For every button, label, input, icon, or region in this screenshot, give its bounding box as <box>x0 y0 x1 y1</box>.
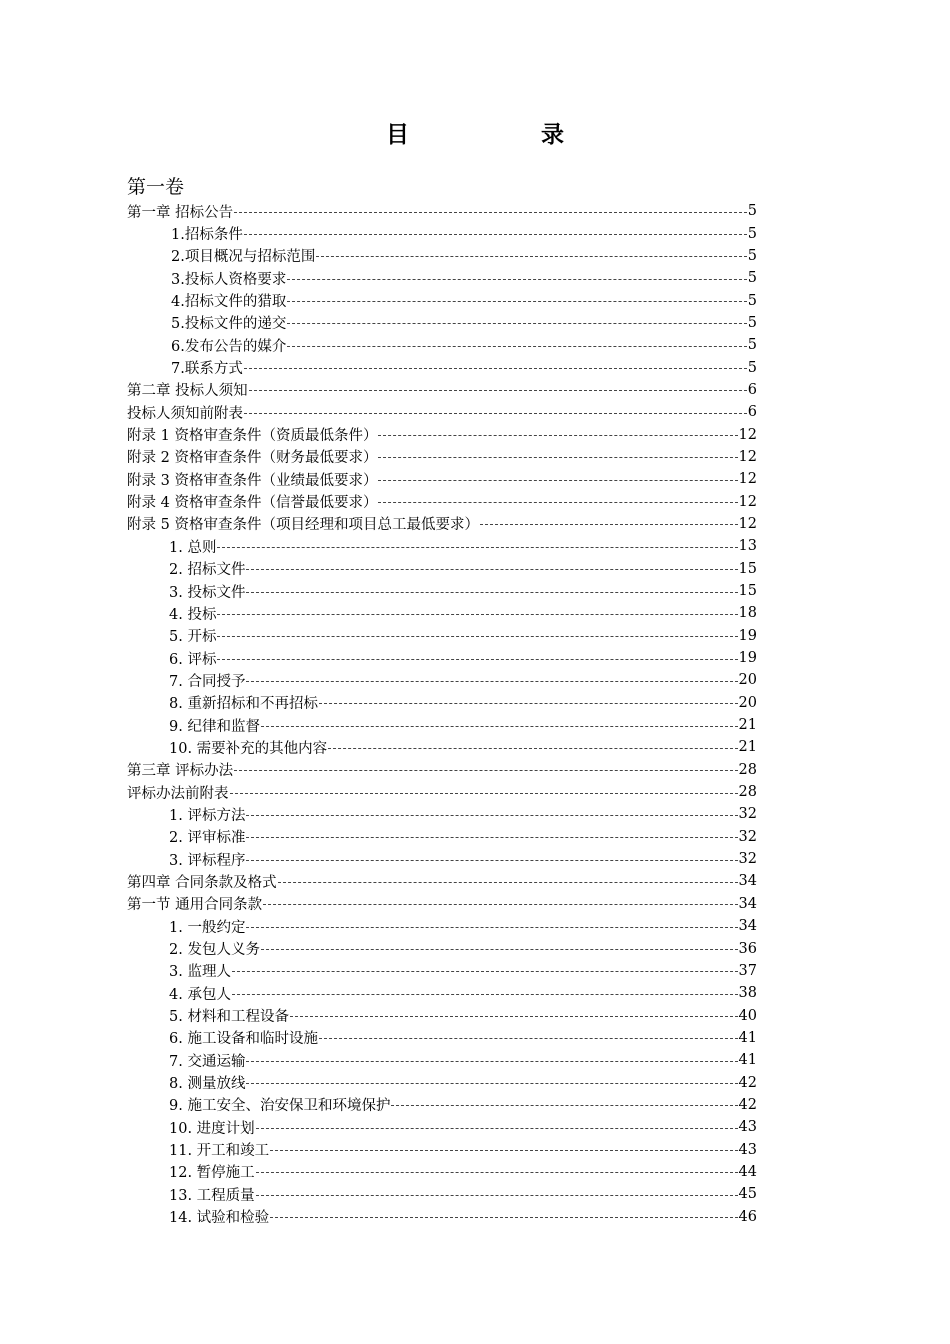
toc-entry[interactable] <box>127 736 757 758</box>
dotted-leader <box>256 1195 738 1196</box>
toc-entry[interactable] <box>127 1071 757 1093</box>
toc-entry-label: 第一章 招标公告 <box>127 204 234 221</box>
toc-entry-page-number: 34 <box>738 873 757 890</box>
toc-entry[interactable] <box>127 982 757 1004</box>
toc-entry[interactable] <box>127 1027 757 1049</box>
toc-entry[interactable] <box>127 1183 757 1205</box>
toc-entry-page-number: 41 <box>738 1029 757 1046</box>
toc-entry[interactable] <box>127 200 757 222</box>
toc-entry[interactable] <box>127 1116 757 1138</box>
dotted-leader <box>246 1083 737 1084</box>
toc-entry-page-number: 20 <box>738 694 757 711</box>
dotted-leader <box>290 1016 738 1017</box>
toc-entry-label: 9. 纪律和监督 <box>169 718 260 735</box>
toc-entry-page-number: 5 <box>747 247 757 264</box>
toc-entry[interactable] <box>127 535 757 557</box>
dotted-leader <box>256 1172 738 1173</box>
toc-entry[interactable] <box>127 669 757 691</box>
toc-entry-page-number: 5 <box>747 314 757 331</box>
toc-entry-page-number: 28 <box>738 761 757 778</box>
toc-entry-page-number: 42 <box>738 1074 757 1091</box>
dotted-leader <box>270 1217 737 1218</box>
dotted-leader <box>270 1150 737 1151</box>
toc-entry-label: 9. 施工安全、治安保卫和环境保护 <box>169 1098 391 1115</box>
toc-entry-page-number: 20 <box>738 672 757 689</box>
dotted-leader <box>234 770 737 771</box>
toc-entry-label: 5. 开标 <box>169 629 217 646</box>
toc-entry-page-number: 38 <box>738 985 757 1002</box>
toc-entry-page-number: 5 <box>747 270 757 287</box>
dotted-leader <box>232 971 738 972</box>
toc-entry-label: 12. 暂停施工 <box>169 1165 255 1182</box>
toc-entry-label: 2.项目概况与招标范围 <box>171 249 316 266</box>
toc-entry-page-number: 45 <box>738 1186 757 1203</box>
toc-entry-label: 2. 招标文件 <box>169 562 246 579</box>
dotted-leader <box>249 390 747 391</box>
dotted-leader <box>244 234 747 235</box>
toc-entry-label: 13. 工程质量 <box>169 1187 255 1204</box>
dotted-leader <box>263 904 737 905</box>
toc-entry-label: 10. 需要补充的其他内容 <box>169 740 328 757</box>
toc-entry-page-number: 21 <box>738 717 757 734</box>
toc-entry[interactable] <box>127 222 757 244</box>
toc-entry-label: 投标人须知前附表 <box>127 405 243 422</box>
toc-entry[interactable] <box>127 468 757 490</box>
dotted-leader <box>278 882 738 883</box>
dotted-leader <box>217 614 737 615</box>
toc-entry[interactable] <box>127 937 757 959</box>
toc-entry-label: 1.招标条件 <box>171 227 243 244</box>
toc-entry[interactable] <box>127 915 757 937</box>
toc-entry-label: 附录 1 资格审查条件（资质最低条件） <box>127 428 378 445</box>
toc-entry-label: 2. 评审标准 <box>169 830 246 847</box>
toc-entry-label: 1. 总则 <box>169 539 217 556</box>
dotted-leader <box>319 703 738 704</box>
toc-entry[interactable] <box>127 1004 757 1026</box>
toc-entry-page-number: 34 <box>738 918 757 935</box>
toc-entry-label: 附录 4 资格审查条件（信誉最低要求） <box>127 495 378 512</box>
toc-entry[interactable] <box>127 647 757 669</box>
dotted-leader <box>244 413 747 414</box>
toc-entry-page-number: 19 <box>738 627 757 644</box>
dotted-leader <box>246 592 737 593</box>
toc-entry[interactable] <box>127 803 757 825</box>
toc-entry[interactable] <box>127 602 757 624</box>
dotted-leader <box>378 457 737 458</box>
toc-entry-label: 8. 重新招标和不再招标 <box>169 696 318 713</box>
toc-entry-label: 3.投标人资格要求 <box>171 271 287 288</box>
toc-entry-label: 8. 测量放线 <box>169 1076 246 1093</box>
toc-entry-page-number: 32 <box>738 828 757 845</box>
toc-entry-page-number: 5 <box>747 203 757 220</box>
toc-entry-page-number: 19 <box>738 650 757 667</box>
toc-entry-page-number: 41 <box>738 1052 757 1069</box>
toc-entry[interactable] <box>127 893 757 915</box>
dotted-leader <box>261 726 738 727</box>
toc-entry-label: 14. 试验和检验 <box>169 1210 270 1227</box>
toc-entry-page-number: 36 <box>738 940 757 957</box>
toc-entry-label: 3. 评标程序 <box>169 852 246 869</box>
toc-entry[interactable] <box>127 1205 757 1227</box>
toc-entry-label: 2. 发包人义务 <box>169 942 260 959</box>
toc-entry-label: 6. 评标 <box>169 651 217 668</box>
toc-entry-page-number: 46 <box>738 1208 757 1225</box>
toc-entry-label: 6. 施工设备和临时设施 <box>169 1031 318 1048</box>
toc-entry-label: 附录 3 资格审查条件（业绩最低要求） <box>127 472 378 489</box>
toc-entry[interactable] <box>127 490 757 512</box>
toc-entry-label: 第二章 投标人须知 <box>127 383 248 400</box>
toc-entry-page-number: 43 <box>738 1119 757 1136</box>
toc-entry-page-number: 18 <box>738 605 757 622</box>
dotted-leader <box>246 1061 737 1062</box>
dotted-leader <box>287 279 746 280</box>
toc-entry-label: 11. 开工和竣工 <box>169 1143 270 1160</box>
volume-heading: 第一卷 <box>127 176 185 198</box>
toc-entry[interactable] <box>127 1094 757 1116</box>
dotted-leader <box>246 927 737 928</box>
toc-entry[interactable] <box>127 356 757 378</box>
toc-entry-page-number: 21 <box>738 739 757 756</box>
toc-entry[interactable] <box>127 759 757 781</box>
toc-entry-label: 7.联系方式 <box>171 361 243 378</box>
dotted-leader <box>319 1038 738 1039</box>
toc-entry[interactable] <box>127 1049 757 1071</box>
toc-entry[interactable] <box>127 826 757 848</box>
toc-entry-label: 3. 投标文件 <box>169 584 246 601</box>
toc-entry-page-number: 32 <box>738 806 757 823</box>
dotted-leader <box>378 435 737 436</box>
toc-entry-label: 3. 监理人 <box>169 964 231 981</box>
toc-entry-label: 1. 一般约定 <box>169 919 246 936</box>
dotted-leader <box>246 815 737 816</box>
toc-entry-label: 4. 投标 <box>169 606 217 623</box>
dotted-leader <box>217 547 737 548</box>
toc-entry[interactable] <box>127 692 757 714</box>
toc-entry[interactable] <box>127 289 757 311</box>
dotted-leader <box>287 323 746 324</box>
toc-entry[interactable] <box>127 960 757 982</box>
toc-entry[interactable] <box>127 1138 757 1160</box>
dotted-leader <box>246 569 737 570</box>
toc-entry-page-number: 12 <box>738 448 757 465</box>
toc-entry-page-number: 12 <box>738 471 757 488</box>
toc-entry-page-number: 5 <box>747 225 757 242</box>
toc-entry[interactable] <box>127 401 757 423</box>
toc-entry[interactable] <box>127 446 757 468</box>
dotted-leader <box>234 212 747 213</box>
dotted-leader <box>246 837 737 838</box>
dotted-leader <box>246 681 737 682</box>
toc-entry[interactable] <box>127 312 757 334</box>
dotted-leader <box>328 748 737 749</box>
dotted-leader <box>378 502 737 503</box>
toc-entry-label: 附录 5 资格审查条件（项目经理和项目总工最低要求） <box>127 517 479 534</box>
dotted-leader <box>246 860 737 861</box>
dotted-leader <box>256 1128 738 1129</box>
dotted-leader <box>217 659 737 660</box>
toc-entry-page-number: 37 <box>738 962 757 979</box>
toc-entry-label: 附录 2 资格审查条件（财务最低要求） <box>127 450 378 467</box>
toc-entry[interactable] <box>127 423 757 445</box>
dotted-leader <box>261 949 738 950</box>
toc-entry-label: 4.招标文件的猎取 <box>171 294 287 311</box>
toc-entry-label: 第一节 通用合同条款 <box>127 897 263 914</box>
dotted-leader <box>287 301 746 302</box>
toc-entry-page-number: 15 <box>738 583 757 600</box>
toc-entry-page-number: 13 <box>738 538 757 555</box>
toc-entry-label: 4. 承包人 <box>169 986 231 1003</box>
toc-entry[interactable] <box>127 714 757 736</box>
toc-entry-label: 7. 合同授予 <box>169 673 246 690</box>
toc-entry-label: 第三章 评标办法 <box>127 763 234 780</box>
toc-entry-label: 1. 评标方法 <box>169 807 246 824</box>
toc-entry[interactable] <box>127 513 757 535</box>
toc-entry-label: 6.发布公告的媒介 <box>171 338 287 355</box>
toc-entry[interactable] <box>127 379 757 401</box>
dotted-leader <box>480 524 738 525</box>
toc-entry[interactable] <box>127 580 757 602</box>
dotted-leader <box>244 368 747 369</box>
toc-entry-label: 第四章 合同条款及格式 <box>127 874 277 891</box>
dotted-leader <box>230 793 738 794</box>
toc-entry-label: 7. 交通运输 <box>169 1053 246 1070</box>
toc-entry-label: 评标办法前附表 <box>127 785 229 802</box>
toc-entry-page-number: 5 <box>747 337 757 354</box>
toc-entry[interactable] <box>127 334 757 356</box>
toc-entry-page-number: 12 <box>738 515 757 532</box>
dotted-leader <box>232 994 738 995</box>
toc-entry-label: 10. 进度计划 <box>169 1120 255 1137</box>
toc-entry-page-number: 28 <box>738 784 757 801</box>
toc-entry-label: 5. 材料和工程设备 <box>169 1009 289 1026</box>
page-title: 目 录 <box>385 122 626 148</box>
toc-entry-page-number: 6 <box>747 381 757 398</box>
dotted-leader <box>316 256 746 257</box>
toc-entry[interactable] <box>127 848 757 870</box>
toc-entry-page-number: 12 <box>738 493 757 510</box>
toc-entry-page-number: 6 <box>747 404 757 421</box>
toc-entry-page-number: 32 <box>738 851 757 868</box>
toc-entry-page-number: 5 <box>747 292 757 309</box>
toc-entry[interactable] <box>127 267 757 289</box>
toc-entry[interactable] <box>127 781 757 803</box>
toc-entry-page-number: 40 <box>738 1007 757 1024</box>
toc-entry[interactable] <box>127 558 757 580</box>
toc-entry-page-number: 44 <box>738 1163 757 1180</box>
dotted-leader <box>378 480 737 481</box>
toc-entry-label: 5.投标文件的递交 <box>171 316 287 333</box>
toc-entry-page-number: 43 <box>738 1141 757 1158</box>
toc-entry-page-number: 12 <box>738 426 757 443</box>
toc-entry[interactable] <box>127 870 757 892</box>
toc-entry-page-number: 15 <box>738 560 757 577</box>
dotted-leader <box>217 636 737 637</box>
toc-entry[interactable] <box>127 1161 757 1183</box>
toc-entry[interactable] <box>127 245 757 267</box>
toc-entry-page-number: 5 <box>747 359 757 376</box>
dotted-leader <box>391 1105 737 1106</box>
toc-entry[interactable] <box>127 625 757 647</box>
toc-entry-page-number: 34 <box>738 895 757 912</box>
toc-entry-page-number: 42 <box>738 1096 757 1113</box>
dotted-leader <box>287 346 746 347</box>
table-of-contents <box>127 200 757 1228</box>
